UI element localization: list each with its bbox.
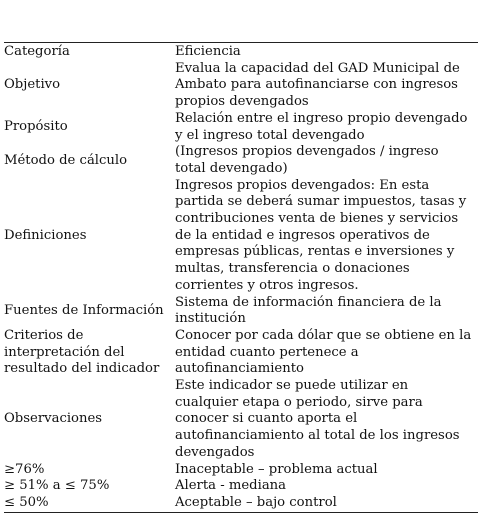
row-value: Conocer por cada dólar que se obtiene en la entidad cuanto pertenece a autofinanciamiento (175, 327, 472, 377)
row-label: ≤ 50% (4, 494, 49, 510)
row-label: Propósito (4, 119, 68, 135)
row-metodo-de-calculo (4, 144, 478, 177)
row-fuentes-de-informacion (4, 295, 478, 328)
header-eficiencia: Eficiencia (175, 44, 241, 59)
header-categoria: Categoría (4, 44, 70, 59)
row-label: Criterios de interpretación del resultado del indicador (4, 327, 160, 377)
row-label: Fuentes de Información (4, 302, 164, 318)
row-value: Inaceptable – problema actual (175, 461, 378, 477)
row-label: Objetivo (4, 77, 61, 93)
row-proposito (4, 111, 478, 144)
row-value: Aceptable – bajo control (175, 494, 337, 510)
row-observaciones (4, 378, 478, 462)
row-definiciones (4, 178, 478, 295)
row-value: Sistema de información financiera de la institución (175, 294, 442, 327)
row-value: Alerta - mediana (175, 478, 287, 494)
row-value: Relación entre el ingreso propio devengado y el ingreso total devengado (175, 110, 468, 143)
row-value: Evalua la capacidad del GAD Municipal de Ambato para autofinanciarse con ingresos propios devengados (175, 60, 460, 110)
row-label: ≥76% (4, 461, 45, 477)
table-bottom-rule (4, 512, 478, 513)
row-threshold-inaceptable (4, 462, 478, 479)
row-criterios-de-interpretacion (4, 328, 478, 378)
table-header-row (4, 43, 478, 61)
row-objetivo (4, 61, 478, 111)
row-value: (Ingresos propios devengados / ingreso total devengado) (175, 144, 439, 176)
row-value: Este indicador se puede utilizar en cualquier etapa o periodo, sirve para conocer si cuanto aporta el autofinanciamiento al total de los ingresos devengados (175, 378, 460, 460)
row-label: Observaciones (4, 411, 103, 427)
indicator-table (4, 42, 478, 513)
row-label: ≥ 51% a ≤ 75% (4, 478, 110, 494)
row-label: Definiciones (4, 227, 87, 243)
row-threshold-aceptable (4, 495, 478, 512)
row-value: Ingresos propios devengados: En esta partida se deberá sumar impuestos, tasas y contribuciones venta de bienes y servicios de la entidad e ingresos operativos de empresas públicas, rentas e inversiones y multas, transferencia o donaciones corrientes y otros ingresos. (175, 177, 467, 293)
row-threshold-alerta (4, 478, 478, 495)
row-label: Método de cálculo (4, 152, 128, 168)
